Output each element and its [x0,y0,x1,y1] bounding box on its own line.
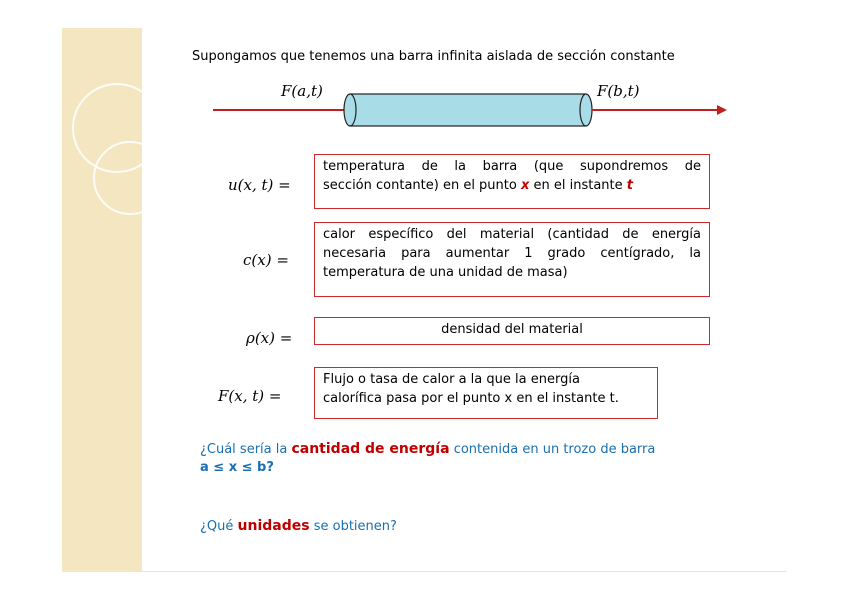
def-text: densidad del material [441,322,583,337]
def-text: calorífica pasa por el punto x en el instante t. [323,391,619,406]
divider [142,571,786,572]
rod-diagram [205,78,735,142]
question-energy: ¿Cuál sería la cantidad de energía contenida en un trozo de barra [200,441,656,457]
def-text: Flujo o tasa de calor a la que la energía [323,372,580,387]
var-x: x [520,178,530,193]
def-text: temperatura de una unidad de masa) [323,265,568,280]
def-symbol-u: u(x, t) = [228,176,291,194]
question-units: ¿Qué unidades se obtienen? [200,518,397,534]
left-flux-label: F(a,t) [281,82,323,100]
def-text: calor específico del material (cantidad de energía [323,227,701,242]
decorative-band [62,28,142,572]
highlight-energy: cantidad de energía [291,441,450,457]
def-box-temperature [314,154,710,209]
intro-text: Supongamos que tenemos una barra infinita aislada de sección constante [192,49,675,64]
def-box-specific-heat [314,222,710,297]
def-box-density [314,317,710,345]
def-box-flux [314,367,658,419]
question-interval: a ≤ x ≤ b? [200,460,274,475]
decorative-circles [62,28,142,572]
def-text: temperatura de la barra (que supondremos de [323,159,701,174]
highlight-units: unidades [237,518,310,534]
right-flux-label: F(b,t) [597,82,640,100]
def-text: necesaria para aumentar 1 grado centígrado, la [323,246,701,261]
def-symbol-c: c(x) = [243,251,289,269]
def-symbol-flux: F(x, t) = [218,387,282,405]
def-text: sección contante) en el punto x en el instante t [323,178,633,193]
def-symbol-rho: ρ(x) = [246,329,293,347]
var-t: t [626,178,633,193]
